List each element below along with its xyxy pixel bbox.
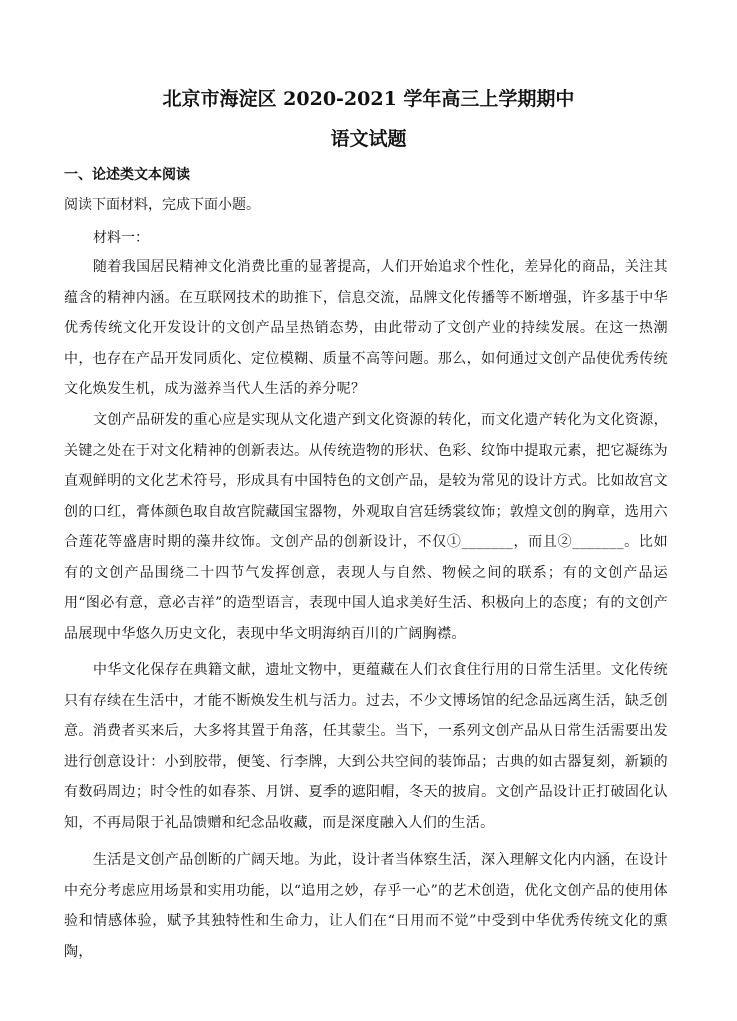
paragraph-2: 文创产品研发的重心应是实现从文化遗产到文化资源的转化，而文化遗产转化为文化资源，关键之处在于对文化精神的创新表达。从传统造物的形状、色彩、纹饰中提取元素，把它凝练为直观鲜明的文化艺术符号，形成具有中国特色的文创产品，是较为常见的设计方式。比如故宫文创的口红，膏体颜色取自故宫院藏国宝器物，外观取自宫廷绣裳纹饰；敦煌文创的胸章，选用六合莲花等盛唐时期的藻井纹饰。文创产品的创新设计，不仅①_______，而且②_______。比如有的文创产品围绕二十四节气发挥创意，表现人与自然、物候之间的联系；有的文创产品运用“图必有意，意必吉祥”的造型语言，表现中国人追求美好生活、积极向上的态度；有的文创产品展现中华悠久历史文化，表现中华文明海纳百川的广阔胸襟。 [64, 412, 668, 642]
material-label: 材料一： [93, 230, 149, 246]
instruction-text: 阅读下面材料，完成下面小题。 [64, 197, 260, 213]
document-subtitle: 语文试题 [330, 128, 407, 150]
paragraph-3: 中华文化保存在典籍文献，遗址文物中，更蕴藏在人们衣食住行用的日常生活里。文化传统只有存续在生活中，才能不断焕发生机与活力。过去，不少文博场馆的纪念品远离生活，缺乏创意。消费者买来后，大多将其置于角落，任其蒙尘。当下，一系列文创产品从日常生活需要出发进行创意设计：小到胶带，便笺、行李牌，大到公共空间的装饰品；古典的如古器复刻，新颖的有数码周边；时令性的如春茶、月饼、夏季的遮阳帽，冬天的披肩。文创产品设计正打破固化认知，不再局限于礼品馈赠和纪念品收藏，而是深度融入人们的生活。 [64, 662, 668, 831]
document-title: 北京市海淀区 2020-2021 学年高三上学期期中 [162, 88, 575, 110]
paragraph-4: 生活是文创产品创断的广阔天地。为此，设计者当体察生活，深入理解文化内内涵，在设计中充分考虑应用场景和实用功能，以“追用之妙，存乎一心”的艺术创造，优化文创产品的使用体验和情感体验，赋予其独特性和生命力，让人们在“日用而不觉”中受到中华优秀传统文化的熏陶， [64, 852, 668, 960]
paragraph-1: 随着我国居民精神文化消费比重的显著提高，人们开始追求个性化，差异化的商品，关注其蕴含的精神内涵。在互联网技术的助推下，信息交流，品牌文化传播等不断增强，许多基于中华优秀传统文化开发设计的文创产品呈热销态势，由此带动了文创产业的持续发展。在这一热潮中，也存在产品开发同质化、定位模糊、质量不高等问题。那么，如何通过文创产品使优秀传统文化焕发生机，成为滋养当代人生活的养分呢？ [64, 259, 668, 397]
section-heading: 一、论述类文本阅读 [64, 167, 190, 183]
